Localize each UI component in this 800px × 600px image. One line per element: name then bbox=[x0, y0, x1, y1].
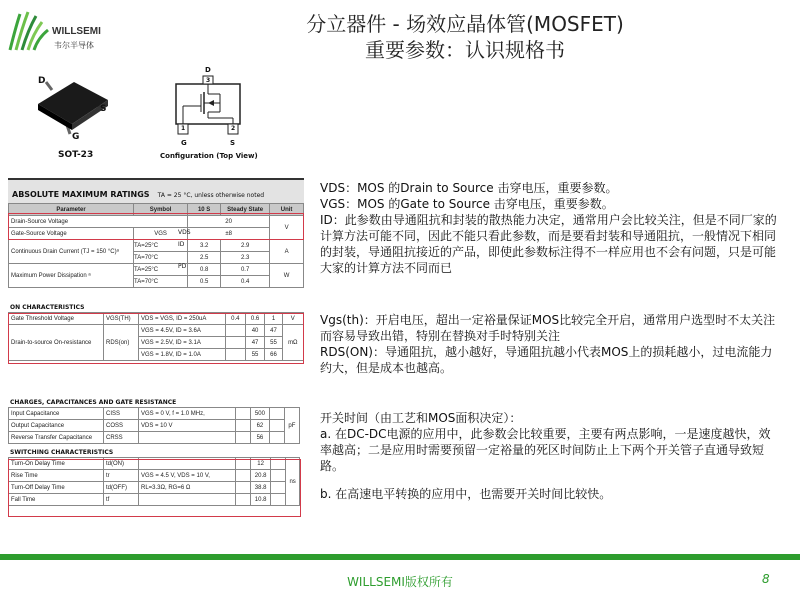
highlight-box-switching bbox=[8, 459, 301, 517]
value-cell: 20.8 bbox=[251, 470, 271, 482]
col-header: Unit bbox=[270, 204, 304, 216]
value-cell: 0.8 bbox=[188, 264, 221, 276]
value-cell: 0.4 bbox=[226, 313, 246, 325]
cond-cell: TA=70°C bbox=[134, 252, 188, 264]
value-cell: 2.5 bbox=[188, 252, 221, 264]
param-cell: Gate-Source Voltage bbox=[9, 228, 134, 240]
slide-title-line2: 重要参数：认识规格书 bbox=[365, 38, 565, 62]
value-cell: 500 bbox=[251, 408, 270, 420]
config-pin-s: S bbox=[230, 139, 236, 147]
value-cell: 12 bbox=[251, 458, 271, 470]
param-cell: Continuous Drain Current (TJ = 150 °C)ᵃ bbox=[9, 240, 134, 264]
cond-cell: TA=25°C bbox=[134, 240, 188, 252]
cond-cell: VDS = VGS, ID = 250uA bbox=[139, 313, 226, 325]
desc-vgs-th: Vgs(th)：开启电压，超出一定裕量保证MOS比较完全开启，通常用户选型时不太关注而容易导致出错，特别在替换对手时特别关注 bbox=[320, 313, 776, 343]
symbol-cell: td(OFF) bbox=[104, 482, 139, 494]
value-cell: 2.3 bbox=[221, 252, 270, 264]
config-label: Configuration (Top View) bbox=[160, 152, 258, 160]
abs-table-title: ABSOLUTE MAXIMUM RATINGS bbox=[12, 190, 150, 199]
cond-cell: VGS = 2.5V, ID = 3.1A bbox=[139, 337, 226, 349]
symbol-cell: tr bbox=[104, 470, 139, 482]
logo-text: WILLSEMI bbox=[52, 26, 101, 37]
col-header: Symbol bbox=[134, 204, 188, 216]
symbol-cell: COSS bbox=[104, 420, 139, 432]
config-pin-g: G bbox=[181, 139, 187, 147]
package-name: SOT-23 bbox=[58, 150, 94, 160]
unit-cell: W bbox=[270, 264, 304, 288]
symbol-cell: VGS bbox=[134, 228, 188, 240]
cond-cell: VDS = 10 V bbox=[139, 420, 236, 432]
col-header: Parameter bbox=[9, 204, 134, 216]
unit-cell: V bbox=[282, 313, 303, 325]
on-table-title: ON CHARACTERISTICS bbox=[10, 304, 85, 311]
value-cell: 38.8 bbox=[251, 482, 271, 494]
pin-g-label: G bbox=[72, 132, 80, 142]
value-cell: 47 bbox=[265, 325, 282, 337]
value-cell: ±8 bbox=[188, 228, 270, 240]
cond-cell: TA=25°C bbox=[134, 264, 188, 276]
symbol-cell: RDS(on) bbox=[104, 325, 139, 361]
desc-id: ID：此参数由导通阻抗和封装的散热能力决定，通常用户会比较关注，但是不同厂家的计算方法可能不同，因此不能只看此参数，而是要看封装和导通阻抗，一般情况下相同的封装，导通阻抗接近的产品，即使此参数标注得不一样应用也不会有问题，只是可能大家的计算方法不同而已 bbox=[320, 213, 777, 275]
config-pin-2: 2 bbox=[231, 125, 236, 132]
config-pin-3: 3 bbox=[206, 77, 211, 84]
value-cell: 0.6 bbox=[245, 313, 265, 325]
param-cell: Maximum Power Dissipation ᵃ bbox=[9, 264, 134, 288]
footer-bar bbox=[0, 554, 800, 560]
config-pin-d: D bbox=[205, 66, 211, 74]
unit-cell: A bbox=[270, 240, 304, 264]
param-cell: Gate Threshold Voltage bbox=[9, 313, 104, 325]
cap-table bbox=[8, 407, 300, 444]
table-row bbox=[9, 408, 300, 420]
table-row bbox=[9, 432, 300, 444]
value-cell: 0.4 bbox=[221, 276, 270, 288]
param-cell: Reverse Transfer Capacitance bbox=[9, 432, 104, 444]
table-row bbox=[9, 420, 300, 432]
pin-d-label: D bbox=[38, 76, 46, 86]
unit-cell: mΩ bbox=[282, 325, 303, 361]
param-cell: Turn-Off Delay Time bbox=[9, 482, 104, 494]
value-cell: 40 bbox=[245, 325, 265, 337]
param-cell: Input Capacitance bbox=[9, 408, 104, 420]
symbol-cell: tf bbox=[104, 494, 139, 506]
col-header: Steady State bbox=[221, 204, 270, 216]
footer-copyright: WILLSEMI版权所有 bbox=[347, 575, 453, 589]
value-cell: 55 bbox=[245, 349, 265, 361]
pin-s-label: S bbox=[100, 104, 107, 114]
cond-cell: VGS = 4.5 V, VDS = 10 V, bbox=[139, 470, 236, 482]
symbol-pd-label: PD bbox=[178, 263, 187, 270]
symbol-cell: td(ON) bbox=[104, 458, 139, 470]
col-header: 10 S bbox=[188, 204, 221, 216]
value-cell: 2.9 bbox=[221, 240, 270, 252]
logo-cn-text: 韦尔半导体 bbox=[54, 41, 94, 50]
highlight-box-vds-vgs bbox=[8, 213, 304, 240]
value-cell: 0.5 bbox=[188, 276, 221, 288]
unit-cell: pF bbox=[284, 408, 299, 444]
symbol-cell: CISS bbox=[104, 408, 139, 420]
desc-switch-title: 开关时间（由工艺和MOS面积决定）： bbox=[320, 411, 522, 425]
table-row bbox=[9, 240, 304, 252]
value-cell: 10.8 bbox=[251, 494, 271, 506]
param-cell: Output Capacitance bbox=[9, 420, 104, 432]
value-cell: 47 bbox=[245, 337, 265, 349]
highlight-box-on-char bbox=[8, 313, 304, 364]
param-cell: Drain-Source Voltage bbox=[9, 216, 188, 228]
sw-table-title: SWITCHING CHARACTERISTICS bbox=[10, 449, 114, 456]
value-cell: 0.7 bbox=[221, 264, 270, 276]
desc-vgs: VGS：MOS 的Gate to Source 击穿电压，重要参数。 bbox=[320, 197, 614, 211]
abs-table-note: TA = 25 °C, unless otherwise noted bbox=[157, 192, 265, 199]
cond-cell: VGS = 4.5V, ID = 3.6A bbox=[139, 325, 226, 337]
symbol-cell: CRSS bbox=[104, 432, 139, 444]
cond-cell: TA=70°C bbox=[134, 276, 188, 288]
symbol-vds-label: VDS bbox=[178, 229, 191, 236]
value-cell: 3.2 bbox=[188, 240, 221, 252]
symbol-id-label: ID bbox=[178, 241, 185, 248]
capacitance-block bbox=[8, 398, 300, 444]
desc-switch-a: a. 在DC-DC电源的应用中，此参数会比较重要，主要有两点影响，一是速度越快，效率越高；二是应用时需要预留一定裕量的死区时间防止上下两个开关管子直通导致短路。 bbox=[320, 427, 771, 473]
value-cell: 62 bbox=[251, 420, 270, 432]
cond-cell: RL=3.3Ω, RG=6 Ω bbox=[139, 482, 236, 494]
table-row bbox=[9, 264, 304, 276]
slide-title-line1: 分立器件 - 场效应晶体管(MOSFET) bbox=[306, 12, 624, 36]
desc-vds: VDS：MOS 的Drain to Source 击穿电压，重要参数。 bbox=[320, 181, 618, 195]
desc-switch-b: b. 在高速电平转换的应用中，也需要开关时间比较快。 bbox=[320, 487, 612, 501]
param-cell: Fall Time bbox=[9, 494, 104, 506]
value-cell: 1 bbox=[265, 313, 282, 325]
desc-rds-on: RDS(ON)：导通阻抗，越小越好，导通阻抗越小代表MOS上的损耗越小，过电流能力约大，但是成本也越高。 bbox=[320, 345, 773, 375]
cond-cell: VGS = 0 V, f = 1.0 MHz, bbox=[139, 408, 236, 420]
value-cell: 20 bbox=[188, 216, 270, 228]
symbol-cell: VGS(TH) bbox=[104, 313, 139, 325]
company-logo bbox=[6, 4, 126, 54]
config-pin-1: 1 bbox=[181, 125, 186, 132]
cond-cell bbox=[139, 432, 236, 444]
page-number: 8 bbox=[762, 572, 770, 586]
value-cell: 56 bbox=[251, 432, 270, 444]
value-cell: 55 bbox=[265, 337, 282, 349]
param-cell: Rise Time bbox=[9, 470, 104, 482]
unit-cell: ns bbox=[286, 458, 300, 506]
cap-table-title: CHARGES, CAPACITANCES AND GATE RESISTANCE bbox=[10, 399, 177, 406]
unit-cell: V bbox=[270, 216, 304, 240]
value-cell: 66 bbox=[265, 349, 282, 361]
cond-cell: VGS = 1.8V, ID = 1.0A bbox=[139, 349, 226, 361]
param-cell: Turn-On Delay Time bbox=[9, 458, 104, 470]
param-cell: Drain-to-source On-resistance bbox=[9, 325, 104, 361]
